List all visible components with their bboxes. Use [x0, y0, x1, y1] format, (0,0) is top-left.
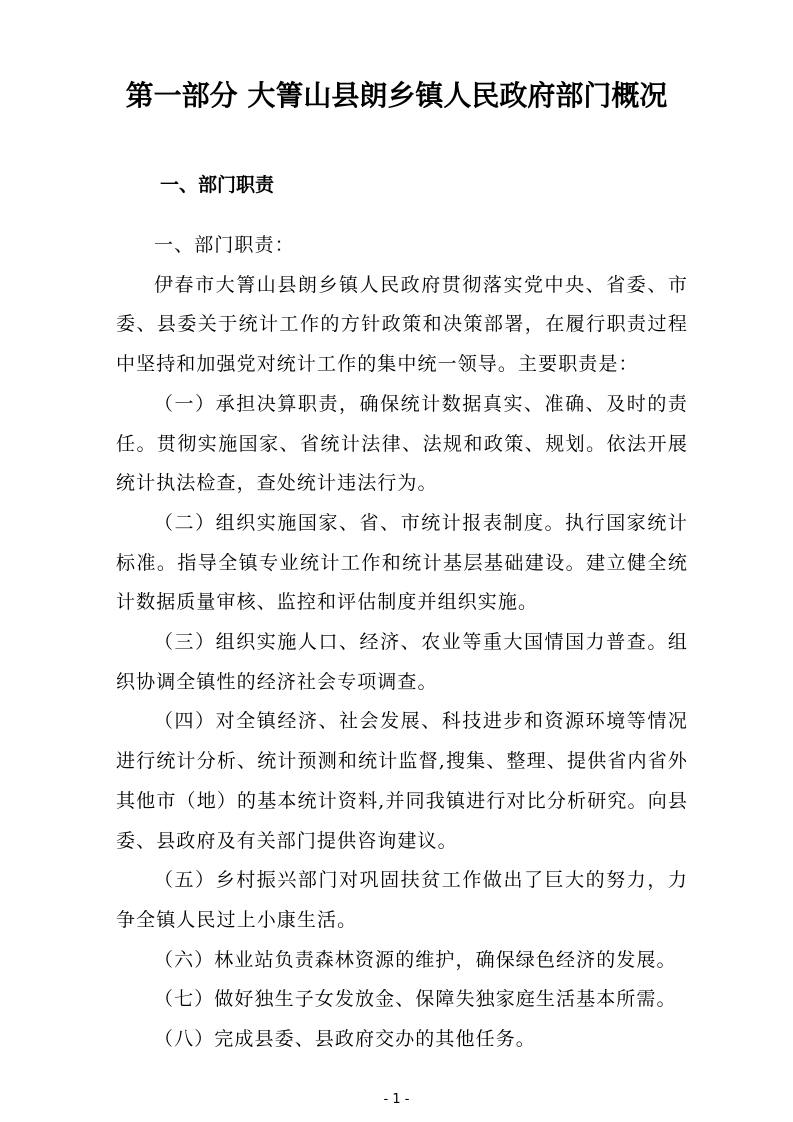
page-title: 第一部分 大箐山县朗乡镇人民政府部门概况: [125, 79, 668, 112]
paragraph-duties-intro: 一、部门职责：: [154, 234, 295, 256]
paragraph-item-4: （四）对全镇经济、社会发展、科技进步和资源环境等情况进行统计分析、统计预测和统计监督,搜集、整理、提供省内省外其他市（地）的基本统计资料,并同我镇进行对比分析研究。向县委、县政府及有关部门提供咨询建议。: [116, 710, 688, 852]
page-number: - 1 -: [383, 1092, 410, 1107]
paragraph-item-8: （八）完成县委、县政府交办的其他任务。: [154, 1028, 536, 1051]
body-text: [116, 226, 688, 1060]
section-heading: 一、部门职责: [160, 174, 275, 196]
paragraph-item-6: （六）林业站负责森林资源的维护，确保绿色经济的发展。: [154, 948, 677, 971]
paragraph-item-2: （二）组织实施国家、省、市统计报表制度。执行国家统计标准。指导全镇专业统计工作和统计基层基础建设。建立健全统计数据质量审核、监控和评估制度并组织实施。: [116, 511, 688, 614]
paragraph-item-7: （七）做好独生子女发放金、保障失独家庭生活基本所需。: [154, 988, 677, 1011]
paragraph-overview: 伊春市大箐山县朗乡镇人民政府贯彻落实党中央、省委、市委、县委关于统计工作的方针政策和决策部署，在履行职责过程中坚持和加强党对统计工作的集中统一领导。主要职责是：: [116, 273, 688, 376]
paragraph-item-1: （一）承担决算职责，确保统计数据真实、准确、及时的责任。贯彻实施国家、省统计法律、法规和政策、规划。依法开展统计执法检查，查处统计违法行为。: [116, 392, 688, 495]
paragraph-item-3: （三）组织实施人口、经济、农业等重大国情国力普查。组织协调全镇性的经济社会专项调查。: [116, 631, 688, 693]
paragraph-item-5: （五）乡村振兴部门对巩固扶贫工作做出了巨大的努力，力争全镇人民过上小康生活。: [116, 869, 688, 931]
